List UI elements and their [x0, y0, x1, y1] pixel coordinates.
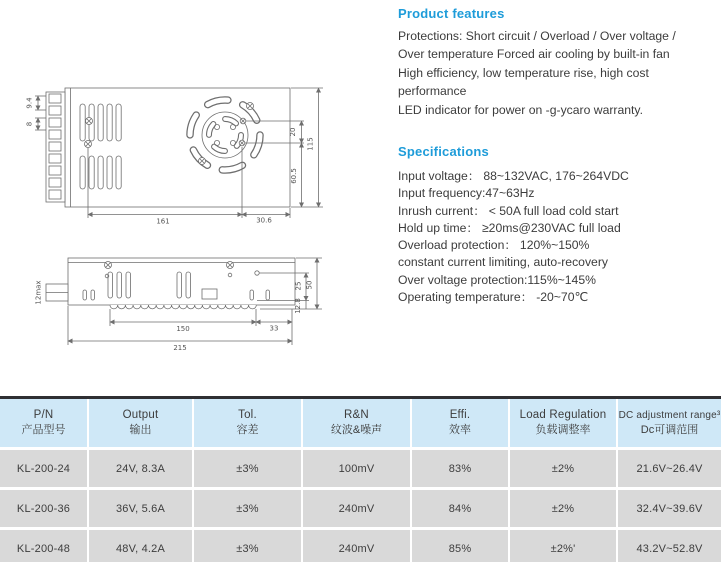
- spec-line: Overload protection： 120%~150%: [398, 238, 590, 253]
- dim-label: 20: [289, 127, 297, 137]
- table-row: [0, 530, 721, 562]
- col-header-zh: 效率: [449, 424, 471, 436]
- table-row: [0, 490, 721, 527]
- product-features-section: [398, 6, 720, 119]
- specifications-section: [398, 144, 720, 306]
- output-connector: [35, 280, 69, 304]
- table-cell: 43.2V~52.8V: [636, 542, 703, 555]
- dim-label: 30.6: [256, 216, 272, 225]
- screw-icon: [199, 158, 206, 165]
- screw-icon: [85, 141, 92, 148]
- dim-9-4: [26, 96, 47, 110]
- specification-lines: [398, 168, 720, 306]
- screw-icon: [247, 103, 254, 110]
- feature-line: LED indicator for power on -g-ycaro warranty.: [398, 102, 643, 117]
- table-cell: 36V, 5.6A: [115, 502, 166, 515]
- table-cell: KL-200-24: [16, 462, 71, 475]
- dim-label: 115: [306, 137, 315, 151]
- col-header-ripple-noise: [301, 399, 410, 447]
- table-cell: 240mV: [338, 542, 375, 555]
- screw-icon: [86, 118, 93, 125]
- table-cell: ±3%: [236, 502, 259, 515]
- col-header-pn: [0, 399, 87, 447]
- side-view-drawing: [35, 258, 323, 352]
- col-header-tolerance: [192, 399, 301, 447]
- dim-label: 33: [269, 324, 279, 333]
- table-cell: ±3%: [236, 542, 259, 555]
- table-cell: 21.6V~26.4V: [636, 462, 703, 475]
- dim-label: 150: [176, 325, 190, 333]
- col-header-zh: Dc可调范围: [640, 424, 699, 436]
- dim-label: 161: [156, 217, 170, 226]
- col-header-en: Load Regulation: [519, 409, 607, 421]
- dim-label: 12.8: [294, 298, 302, 314]
- table-cell: 84%: [448, 502, 472, 515]
- col-header-dc-adjustment-range: [616, 399, 721, 447]
- table-header-row: [0, 399, 721, 447]
- table-cell: ±2%': [550, 542, 576, 555]
- spec-line: Hold up time： ≥20ms@230VAC full load: [398, 220, 621, 235]
- screw-icon: [227, 262, 234, 269]
- terminal-block: [46, 92, 65, 202]
- screw-icon: [240, 118, 246, 124]
- dim-label: 60.5: [290, 168, 298, 184]
- table-cell: 100mV: [338, 462, 375, 475]
- col-header-zh: 负载调整率: [535, 424, 591, 436]
- col-header-efficiency: [410, 399, 508, 447]
- screw-icon: [105, 262, 112, 269]
- features-lines: [398, 27, 720, 119]
- table-cell: ±2%: [551, 462, 575, 475]
- spec-line: Input voltage： 88~132VAC, 176~264VDC: [398, 169, 629, 183]
- col-header-output: [87, 399, 192, 447]
- col-header-en: Output: [122, 409, 159, 421]
- table-cell: 85%: [448, 542, 472, 555]
- col-header-zh: 纹波&噪声: [330, 424, 383, 436]
- table-cell: 83%: [448, 462, 472, 475]
- specifications-heading: Specifications: [398, 144, 489, 159]
- col-header-zh: 产品型号: [21, 424, 66, 436]
- table-row: [0, 450, 721, 487]
- table-cell: 48V, 4.2A: [115, 542, 166, 555]
- spec-line: Operating temperature： -20~70℃: [398, 290, 589, 305]
- col-header-en: R&N: [344, 409, 369, 421]
- spec-line: Input frequency:47~63Hz: [398, 186, 535, 201]
- spec-table: [0, 396, 721, 562]
- dim-label: 50: [305, 280, 314, 290]
- table-cell: KL-200-36: [16, 502, 71, 515]
- dim-label: 8: [25, 121, 34, 127]
- dim-150-33-215: [68, 306, 292, 352]
- dim-label: 9.4: [25, 97, 34, 109]
- table-cell: 32.4V~39.6V: [636, 502, 703, 515]
- col-header-zh: 容差: [236, 424, 259, 436]
- technical-drawings: [20, 80, 330, 370]
- col-header-zh: 输出: [129, 424, 152, 436]
- feature-line: Over temperature Forced air cooling by built-in fan: [398, 47, 670, 62]
- col-header-en: Effi.: [449, 409, 471, 421]
- col-header-en: DC adjustment range³: [618, 410, 721, 421]
- table-cell: 240mV: [338, 502, 375, 515]
- table-cell: ±3%: [236, 462, 259, 475]
- spec-line: constant current limiting, auto-recovery: [398, 255, 608, 270]
- col-header-load-regulation: [508, 399, 616, 447]
- col-header-en: P/N: [33, 409, 54, 421]
- spec-line: Inrush current： < 50A full load cold start: [398, 203, 619, 218]
- dim-8: [26, 118, 47, 130]
- table-cell: 24V, 8.3A: [115, 462, 166, 475]
- features-heading: Product features: [398, 6, 505, 21]
- spec-line: Over voltage protection:115%~145%: [398, 272, 596, 287]
- dim-label: 25: [294, 281, 303, 291]
- dim-label: 12max: [34, 280, 43, 305]
- col-header-en: Tol.: [238, 409, 257, 421]
- screw-icon: [239, 140, 245, 146]
- top-view-drawing: [26, 88, 324, 226]
- dim-label: 215: [173, 344, 187, 352]
- table-cell: ±2%: [551, 502, 575, 515]
- feature-line: High efficiency, low temperature rise, high cost: [398, 65, 649, 80]
- heatsink-fins: [110, 305, 256, 309]
- feature-line: Protections: Short circuit / Overload / Over voltage /: [398, 29, 676, 43]
- feature-line: performance: [398, 84, 467, 99]
- table-cell: KL-200-48: [16, 542, 71, 555]
